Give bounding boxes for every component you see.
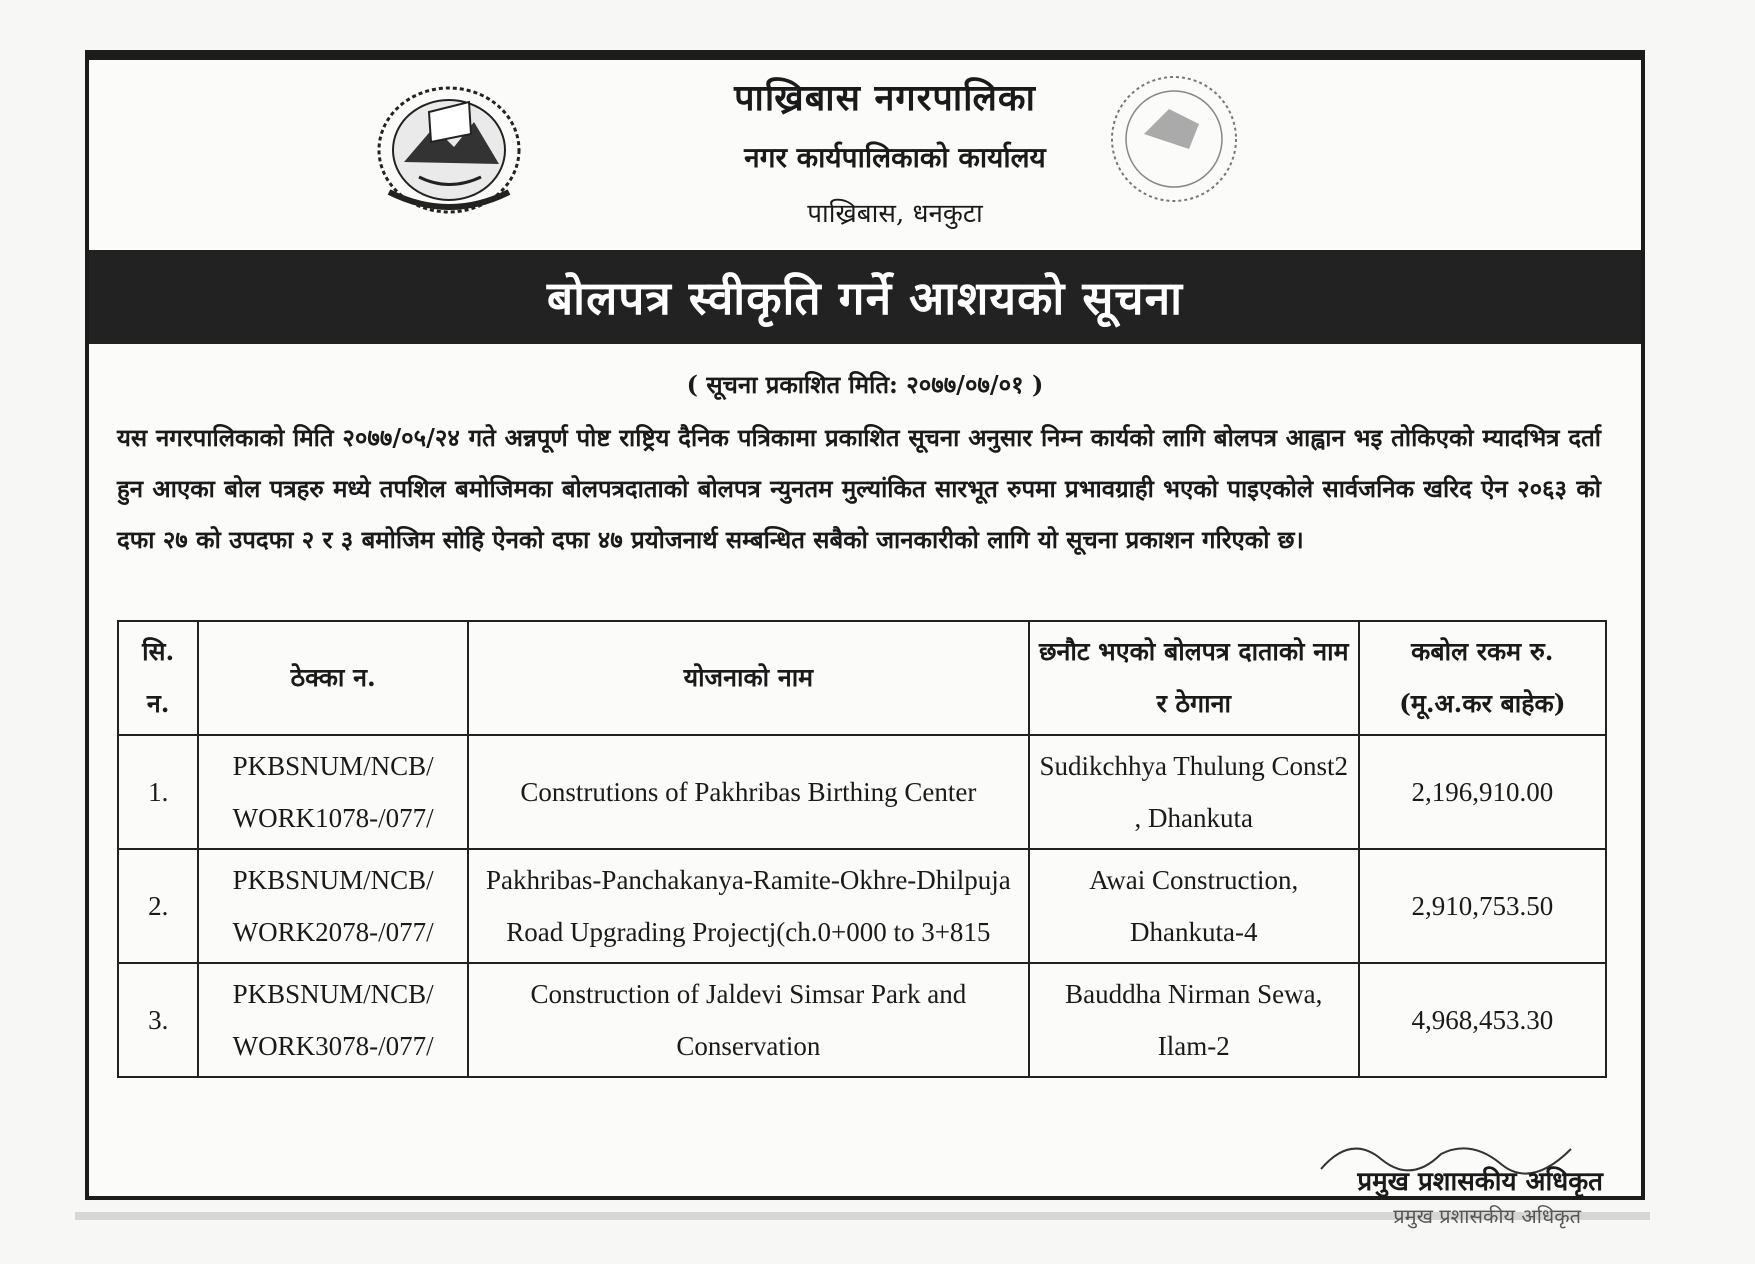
header-amount: कबोल रकम रु. (मू.अ.कर बाहेक) (1359, 621, 1606, 735)
office-name: नगर कार्यपालिकाको कार्यालय (744, 141, 1046, 174)
notice-body: यस नगरपालिकाको मिति २०७७/०५/२४ गते अन्नपूर्ण पोष्ट राष्ट्रिय दैनिक पत्रिकामा प्रकाशित सूचना अनुसार निम्न कार्यको लागि बोलपत्र आह्वान भइ तोकिएको म्यादभित्र दर्ता हुन आएका बोल पत्रहरु मध्ये तपशिल बमोजिमका बोलपत्रदाताको बोलपत्र न्युनतम मुल्यांकित सारभूत रुपमा प्रभावग्राही भएको पाइएकोले सार्वजनिक खरिद ऐन २०६३ को दफा २७ को उपदफा २ र ३ बमोजिम सोहि ऐनको दफा ४७ प्रयोजनार्थ सम्बन्धित सबैको जानकारीको लागि यो सूचना प्रकाशन गरिएको छ। (117, 423, 1601, 554)
row-bidder: Bauddha Nirman Sewa, Ilam-2 (1029, 963, 1359, 1077)
header-contract-no: ठेक्का न. (198, 621, 467, 735)
row-sn: 3. (118, 963, 198, 1077)
tender-table (117, 620, 1607, 1078)
signatory-stamp: प्रमुख प्रशासकीय अधिकृत (1393, 1204, 1581, 1228)
header-bidder: छनौट भएको बोलपत्र दाताको नाम र ठेगाना (1029, 621, 1359, 735)
row-sn: 1. (118, 735, 198, 849)
publication-date: ( सूचना प्रकाशित मिति: २०७७/०७/०१ ) (686, 370, 1044, 399)
row-amount: 2,196,910.00 (1359, 735, 1606, 849)
notice-title: बोलपत्र स्वीकृति गर्ने आशयको सूचना (546, 271, 1184, 325)
row-sn: 2. (118, 849, 198, 963)
row-project-name: Pakhribas-Panchakanya-Ramite-Okhre-Dhilpuja Road Upgrading Projectj(ch.0+000 to 3+815 (468, 849, 1029, 963)
top-rule (89, 54, 1641, 60)
row-bidder: Awai Construction, Dhankuta-4 (1029, 849, 1359, 963)
header-sn: सि. न. (118, 621, 198, 735)
row-amount: 2,910,753.50 (1359, 849, 1606, 963)
notice-frame (85, 50, 1645, 1228)
header-project-name: योजनाको नाम (468, 621, 1029, 735)
row-contract-no: PKBSNUM/NCB/ WORK2078-/077/ (198, 849, 467, 963)
signatory-title: प्रमुख प्रशासकीय अधिकृत (1357, 1167, 1603, 1197)
row-project-name: Construction of Jaldevi Simsar Park and Conservation (468, 963, 1029, 1077)
notice-title-banner (89, 250, 1641, 344)
municipality-name: पाख्रिबास नगरपालिका (734, 77, 1036, 119)
table-header-row (118, 621, 1606, 735)
row-contract-no: PKBSNUM/NCB/ WORK3078-/077/ (198, 963, 467, 1077)
row-bidder: Sudikchhya Thulung Const2 , Dhankuta (1029, 735, 1359, 849)
table-row (118, 735, 1606, 849)
row-project-name: Construtions of Pakhribas Birthing Center (468, 735, 1029, 849)
row-contract-no: PKBSNUM/NCB/ WORK1078-/077/ (198, 735, 467, 849)
table-row (118, 849, 1606, 963)
row-amount: 4,968,453.30 (1359, 963, 1606, 1077)
office-address: पाख्रिबास, धनकुटा (807, 199, 983, 229)
table-row (118, 963, 1606, 1077)
